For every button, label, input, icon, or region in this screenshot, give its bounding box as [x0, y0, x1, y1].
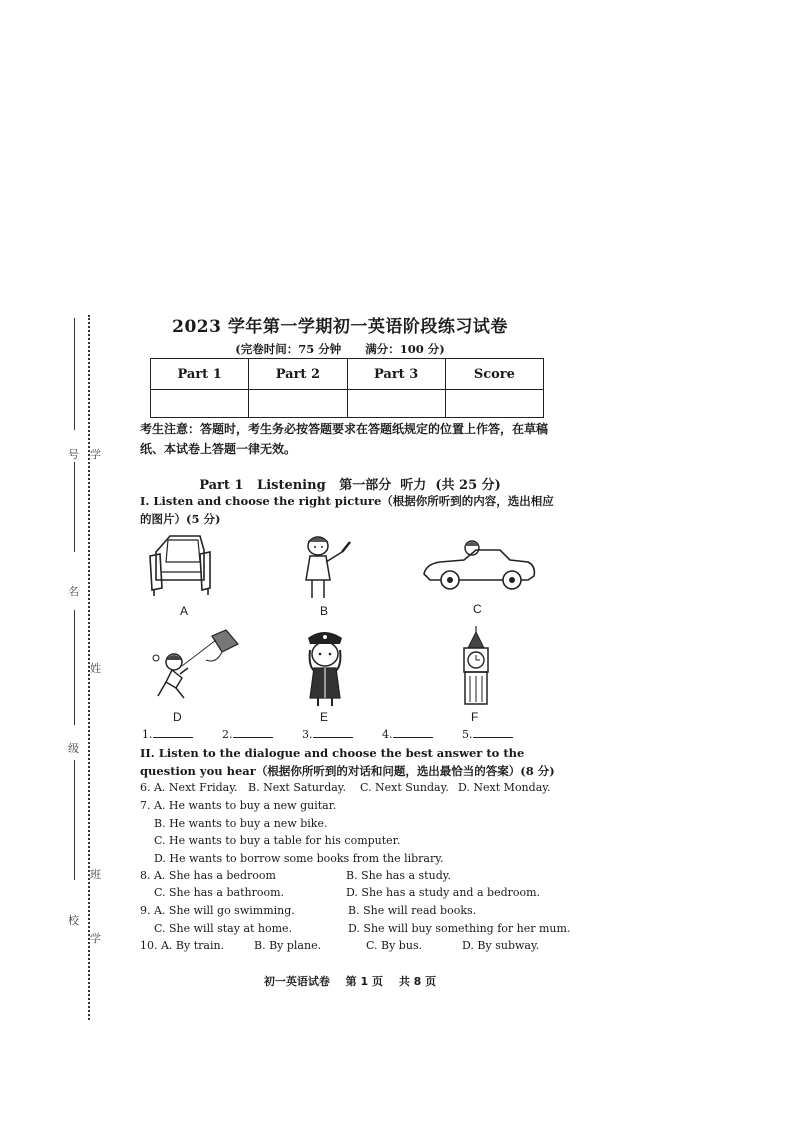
- picture-label-e: E: [320, 710, 329, 724]
- exam-time: (完卷时间：75 分钟: [235, 342, 342, 356]
- question-7-a: 7. A. He wants to buy a new guitar.: [140, 799, 337, 812]
- margin-label: 级: [68, 742, 79, 755]
- margin-label: 班: [90, 868, 101, 881]
- question-9-d: D. She will buy something for her mum.: [348, 922, 571, 935]
- margin-label: 姓: [90, 662, 101, 675]
- section2-heading: II. Listen to the dialogue and choose the best answer to the question you hear（根据你所听到的对话和问题，选出最恰当的答案）(8 分): [140, 746, 555, 778]
- margin-label: 学: [90, 932, 101, 945]
- score-table-header: Part 2: [249, 359, 347, 390]
- answer-number: 3.: [302, 728, 313, 741]
- picture-label-a: A: [180, 604, 189, 618]
- answer-blank[interactable]: [393, 727, 433, 738]
- score-cell[interactable]: [445, 390, 543, 418]
- margin-label: 学: [90, 448, 101, 461]
- footer-subject: 初一英语试卷: [263, 975, 330, 988]
- girl-pencil-picture: [296, 532, 356, 604]
- score-cell[interactable]: [347, 390, 445, 418]
- question-6-b: B. Next Saturday.: [248, 781, 347, 794]
- answer-number: 2.: [222, 728, 233, 741]
- score-table-header: Part 3: [347, 359, 445, 390]
- question-6-a: 6. A. Next Friday.: [140, 781, 238, 794]
- answer-blank[interactable]: [153, 727, 193, 738]
- answer-blank-row: [142, 726, 513, 744]
- answer-number: 4.: [382, 728, 393, 741]
- score-table: [150, 358, 544, 418]
- question-9-a: 9. A. She will go swimming.: [140, 904, 295, 917]
- question-6-c: C. Next Sunday.: [360, 781, 449, 794]
- picture-label-f: F: [471, 710, 479, 724]
- score-table-header: Part 1: [151, 359, 249, 390]
- question-10-b: B. By plane.: [254, 939, 322, 952]
- police-officer-picture: [300, 628, 350, 708]
- question-10-a: 10. A. By train.: [140, 939, 225, 952]
- exam-full-score: 满分：100 分): [365, 342, 445, 356]
- question-7-b: B. He wants to buy a new bike.: [154, 817, 328, 830]
- margin-label: 校: [68, 914, 79, 927]
- margin-label: 号: [68, 448, 79, 461]
- score-cell[interactable]: [249, 390, 347, 418]
- question-8-a: 8. A. She has a bedroom: [140, 869, 276, 882]
- question-6-d: D. Next Monday.: [458, 781, 551, 794]
- car-picture: [420, 540, 538, 596]
- question-7-c: C. He wants to buy a table for his computer.: [154, 834, 401, 847]
- score-table-header: Score: [445, 359, 543, 390]
- answer-blank[interactable]: [313, 727, 353, 738]
- page-footer: [140, 973, 560, 989]
- margin-write-line: [74, 760, 75, 880]
- exam-subtitle: [140, 341, 540, 357]
- answer-number: 1.: [142, 728, 153, 741]
- question-9-b: B. She will read books.: [348, 904, 477, 917]
- answer-blank[interactable]: [233, 727, 273, 738]
- question-8-d: D. She has a study and a bedroom.: [346, 886, 541, 899]
- kite-boy-picture: [146, 630, 246, 702]
- margin-write-line: [74, 610, 75, 725]
- picture-label-c: C: [473, 602, 482, 616]
- footer-total: 共 8 页: [398, 975, 437, 988]
- armchair-picture: [148, 532, 218, 600]
- margin-write-line: [74, 318, 75, 430]
- margin-label: 名: [68, 585, 79, 598]
- footer-page: 第 1 页: [345, 975, 383, 988]
- picture-label-d: D: [173, 710, 182, 724]
- question-10-d: D. By subway.: [462, 939, 540, 952]
- section1-heading: I. Listen and choose the right picture（根据你所听到的内容，选出相应的图片）(5 分): [140, 494, 554, 526]
- question-8-b: B. She has a study.: [346, 869, 451, 882]
- question-7-d: D. He wants to borrow some books from the library.: [154, 852, 444, 865]
- clock-tower-picture: [456, 626, 496, 708]
- picture-label-b: B: [320, 604, 329, 618]
- question-8-c: C. She has a bathroom.: [154, 886, 285, 899]
- answer-blank[interactable]: [473, 727, 513, 738]
- part1-heading: Part 1 Listening 第一部分 听力 (共 25 分): [199, 478, 501, 493]
- score-cell[interactable]: [151, 390, 249, 418]
- margin-write-line: [74, 462, 75, 552]
- exam-title: 2023 学年第一学期初一英语阶段练习试卷: [172, 317, 508, 337]
- question-10-c: C. By bus.: [366, 939, 423, 952]
- question-9-c: C. She will stay at home.: [154, 922, 293, 935]
- answer-number: 5.: [462, 728, 473, 741]
- exam-notice: 考生注意：答题时，考生务必按答题要求在答题纸规定的位置上作答，在草稿纸、本试卷上答题一律无效。: [140, 422, 549, 456]
